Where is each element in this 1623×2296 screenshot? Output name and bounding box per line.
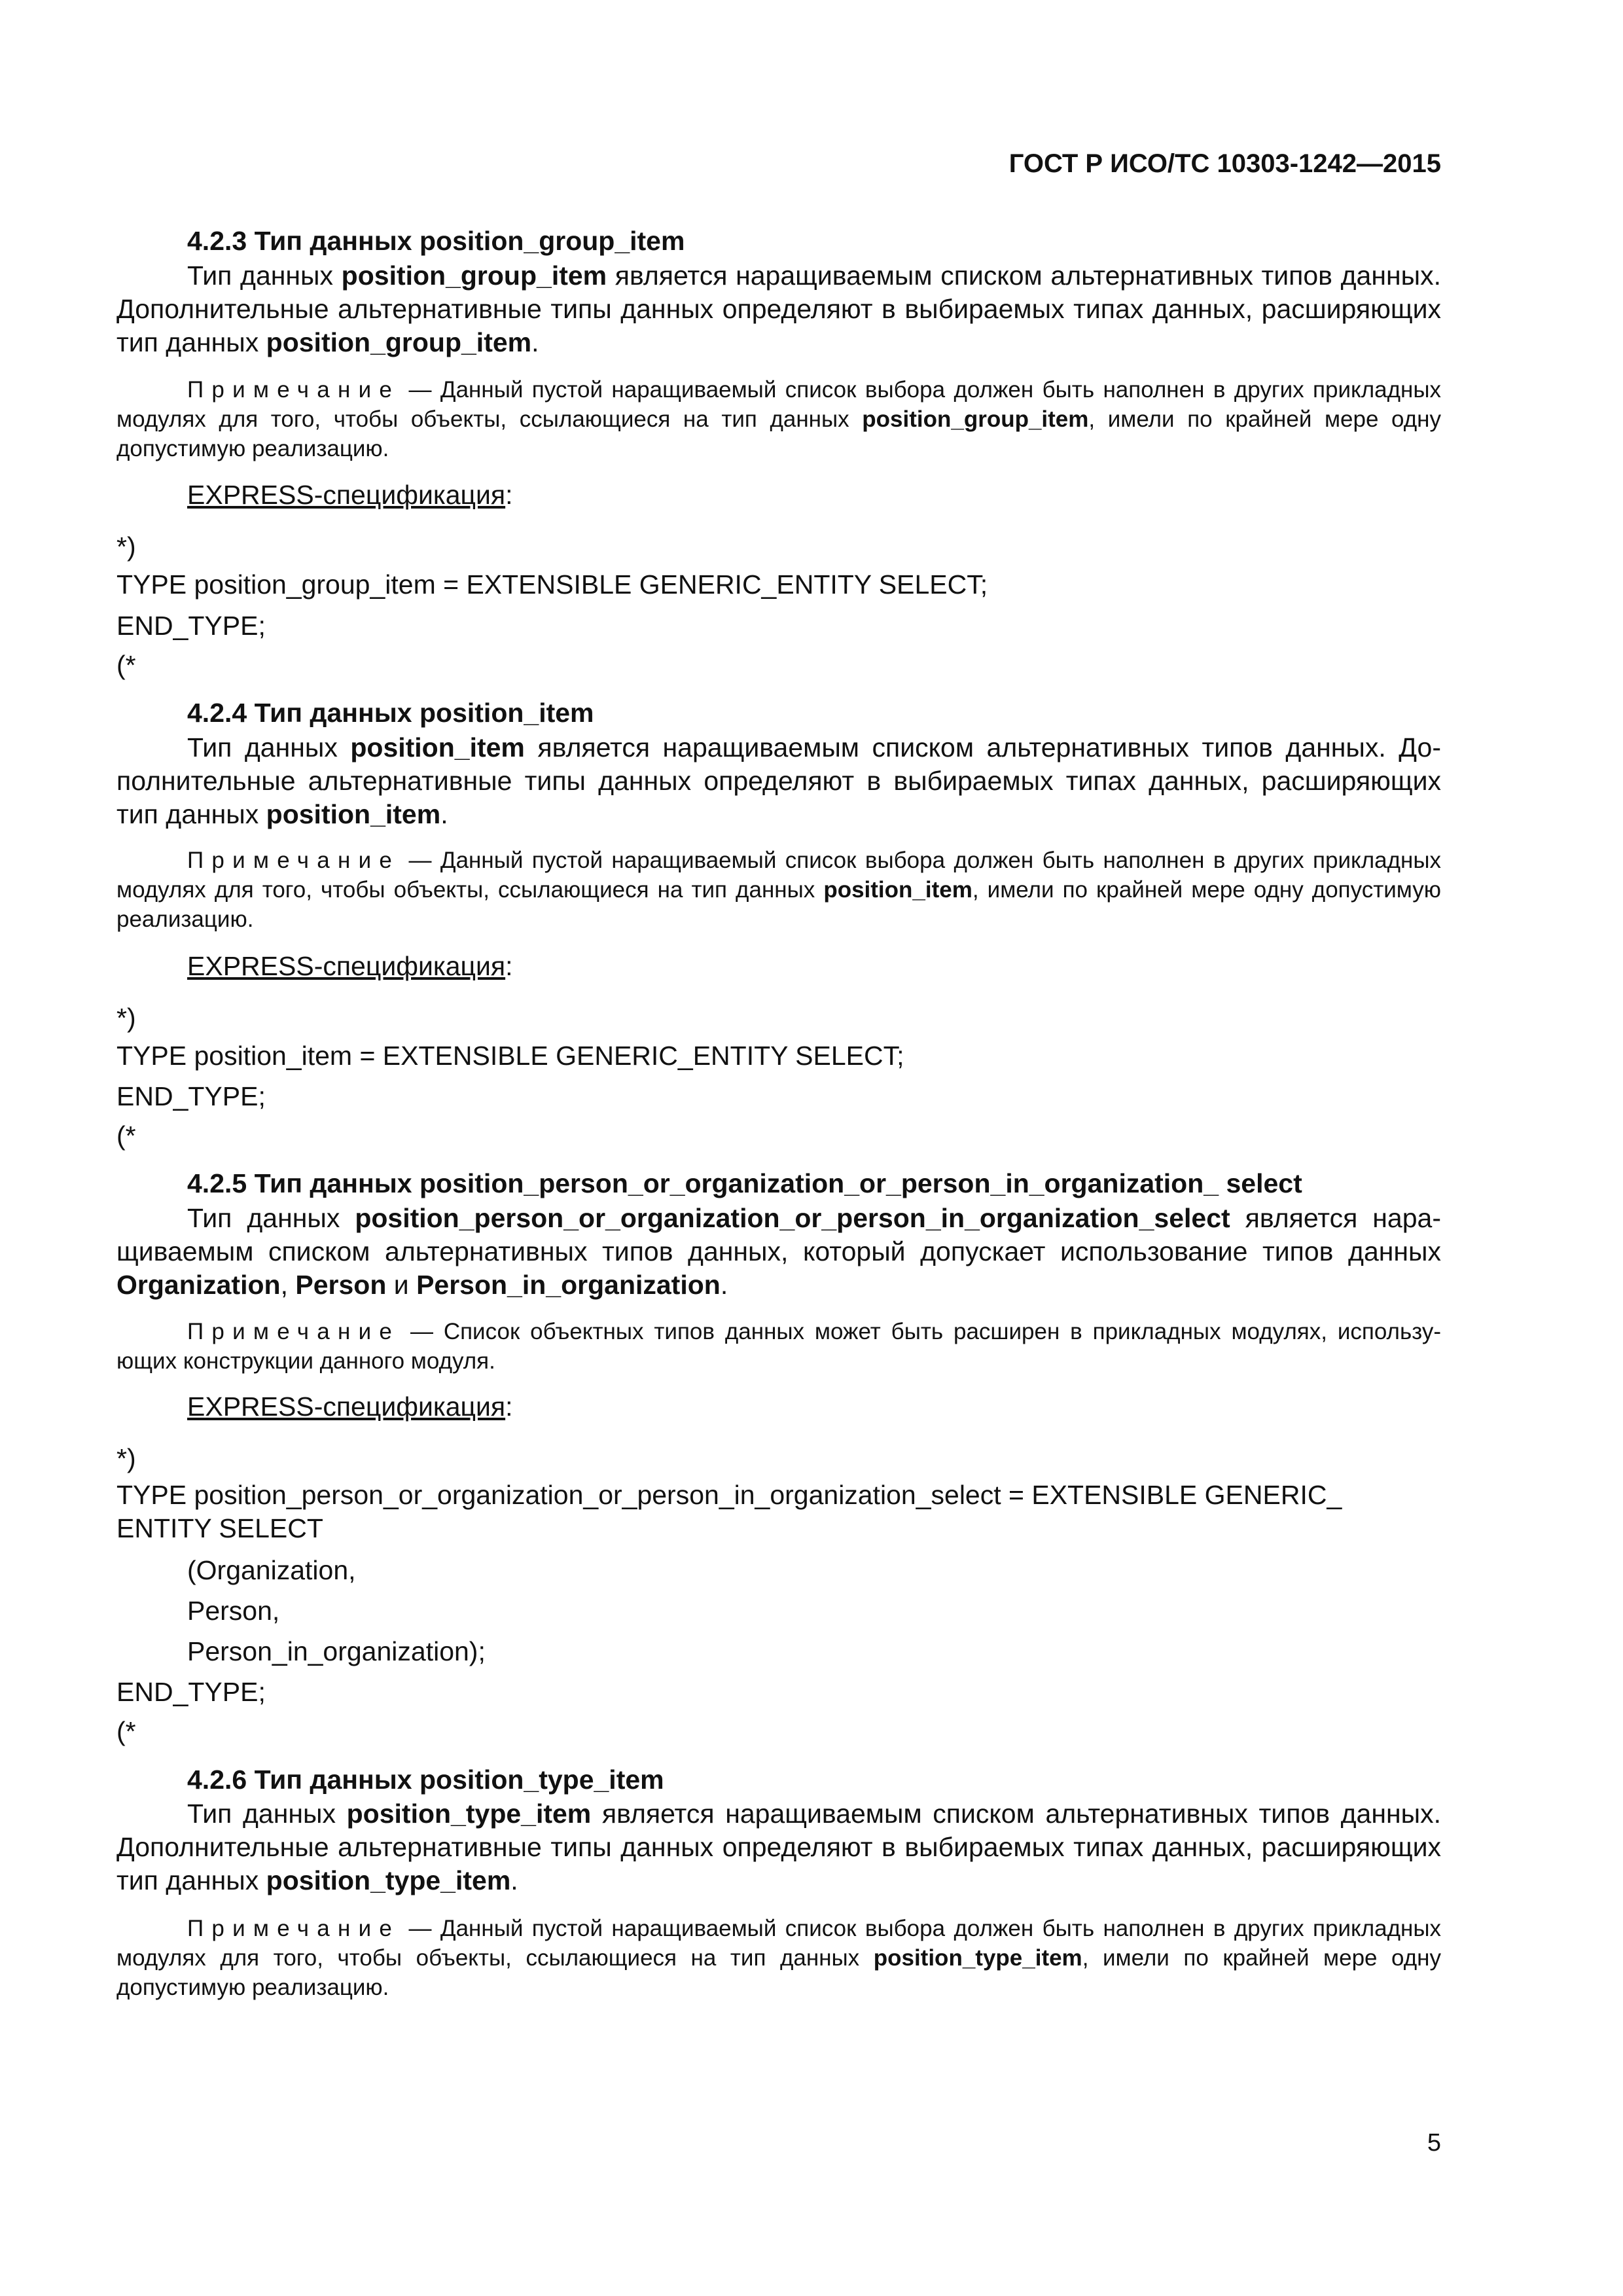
note-text: — Данный пустой наращиваемый список выбора должен быть наполнен в других прикладных модулях для того, чтобы объекты, ссылающиеся на тип данных [116,1916,1441,1971]
code-end-type: END_TYPE; [116,1677,266,1707]
paragraph-text: . [531,327,539,357]
section-note-4-2-5 [116,1317,1441,1376]
label-colon: : [505,951,513,981]
type-name: position_item [823,877,972,903]
code-select-item: Person, [187,1596,280,1626]
code-open-comment: *) [116,1443,136,1473]
type-name: Person [295,1270,387,1300]
note-text: — Данный пустой наращиваемый список выбора должен быть наполнен в других прикладных модулях для того, чтобы объекты, ссылающиеся на тип данных [116,848,1441,903]
note-label: Примечание [187,848,401,873]
note-text: — Список объектных типов данных может быть расширен в прикладных модулях, использующих конструкции данного модуля. [116,1319,1441,1374]
section-note-4-2-6 [116,1914,1441,2002]
type-name: Organization [116,1270,281,1300]
note-label: Примечание [187,377,401,403]
code-select-item: Person_in_organization); [187,1636,486,1666]
express-spec-link-text: EXPRESS-спецификация [187,1391,506,1422]
note-label: Примечание [187,1319,401,1344]
note-text: — Данный пустой наращиваемый список выбора должен быть наполнен в других прикладных модулях для того, чтобы объекты, ссылающиеся на тип данных [116,377,1441,432]
label-colon: : [505,1391,513,1422]
note-text: , имели по крайней мере одну допустимую реализацию. [116,877,1442,932]
note-text: , имели по крайней мере одну допустимую реализацию. [116,406,1441,461]
code-close-comment: (* [116,1121,136,1151]
type-name: position_item [350,732,525,762]
type-name: position_item [266,799,441,829]
section-paragraph-4-2-6 [116,1797,1441,1897]
section-paragraph-4-2-5 [116,1202,1441,1302]
code-close-comment: (* [116,1716,136,1746]
section-heading-4-2-3: 4.2.3 Тип данных position_group_item [187,226,685,256]
code-close-comment: (* [116,650,136,680]
paragraph-text: является наращиваемым списком альтернативных типов данных. Дополнительные альтернативные типы данных определяют в выбираемых типах данных, расширяющих тип данных [116,1799,1442,1895]
paragraph-text: Тип данных [187,1799,347,1829]
paragraph-text: Тип данных [187,260,342,291]
section-heading-4-2-6: 4.2.6 Тип данных position_type_item [187,1765,664,1795]
code-type-line: TYPE position_item = EXTENSIBLE GENERIC_ENTITY SELECT; [116,1041,904,1071]
section-note-4-2-3 [116,375,1441,463]
note-label: Примечание [187,1916,401,1941]
paragraph-text: Тип данных [187,732,351,762]
code-type-line: TYPE position_group_item = EXTENSIBLE GENERIC_ENTITY SELECT; [116,569,988,600]
type-name: position_group_item [341,260,607,291]
paragraph-text: является наращиваемым списком альтернативных типов данных. Дополнительные альтернативные типы данных определяют в выбираемых типах данных, расширяющих тип данных [116,732,1441,829]
page-number: 5 [1427,2129,1441,2157]
code-end-type: END_TYPE; [116,611,266,641]
document-header-id: ГОСТ Р ИСО/ТС 10303-1242—2015 [1008,149,1441,178]
paragraph-text: . [510,1865,518,1895]
label-colon: : [505,480,513,510]
section-heading-4-2-4: 4.2.4 Тип данных position_item [187,698,594,728]
note-text: , имели по крайней мере одну допустимую реализацию. [116,1945,1441,2000]
express-spec-label [116,480,1441,511]
paragraph-text: . [440,799,448,829]
paragraph-text: и [386,1270,417,1300]
paragraph-text: Тип данных [187,1203,355,1233]
express-spec-label [116,1391,1441,1422]
paragraph-text: является наращиваемым списком альтернативных типов данных. Дополнительные альтернативные типы данных определяют в выбираемых типах данных, расширяющих тип данных [116,260,1441,357]
type-name: position_type_item [346,1799,592,1829]
paragraph-text: , [280,1270,296,1300]
code-type-line: TYPE position_person_or_organization_or_person_in_organization_select = EXTENSIBLE GENERIC_ ENTITY SELECT [116,1480,1342,1543]
code-open-comment: *) [116,531,136,562]
type-name: position_person_or_organization_or_person_in_organization_select [355,1203,1230,1233]
section-paragraph-4-2-3 [116,259,1441,359]
section-paragraph-4-2-4 [116,731,1441,831]
paragraph-text: . [720,1270,728,1300]
express-spec-link-text: EXPRESS-спецификация [187,480,506,510]
express-spec-label [116,951,1441,982]
type-name: position_group_item [266,327,532,357]
type-name: position_type_item [873,1945,1082,1971]
paragraph-text: является наращиваемым списком альтернативных типов данных, который допускает использование типов данных [116,1203,1441,1266]
type-name: position_type_item [266,1865,511,1895]
express-spec-link-text: EXPRESS-спецификация [187,951,506,981]
type-name: position_group_item [862,406,1089,432]
code-open-comment: *) [116,1003,136,1033]
section-note-4-2-4 [116,846,1441,934]
code-select-item: (Organization, [187,1555,356,1585]
section-heading-4-2-5: 4.2.5 Тип данных position_person_or_organization_or_person_in_organization_ select [187,1168,1302,1198]
type-name: Person_in_organization [416,1270,721,1300]
code-end-type: END_TYPE; [116,1081,266,1111]
